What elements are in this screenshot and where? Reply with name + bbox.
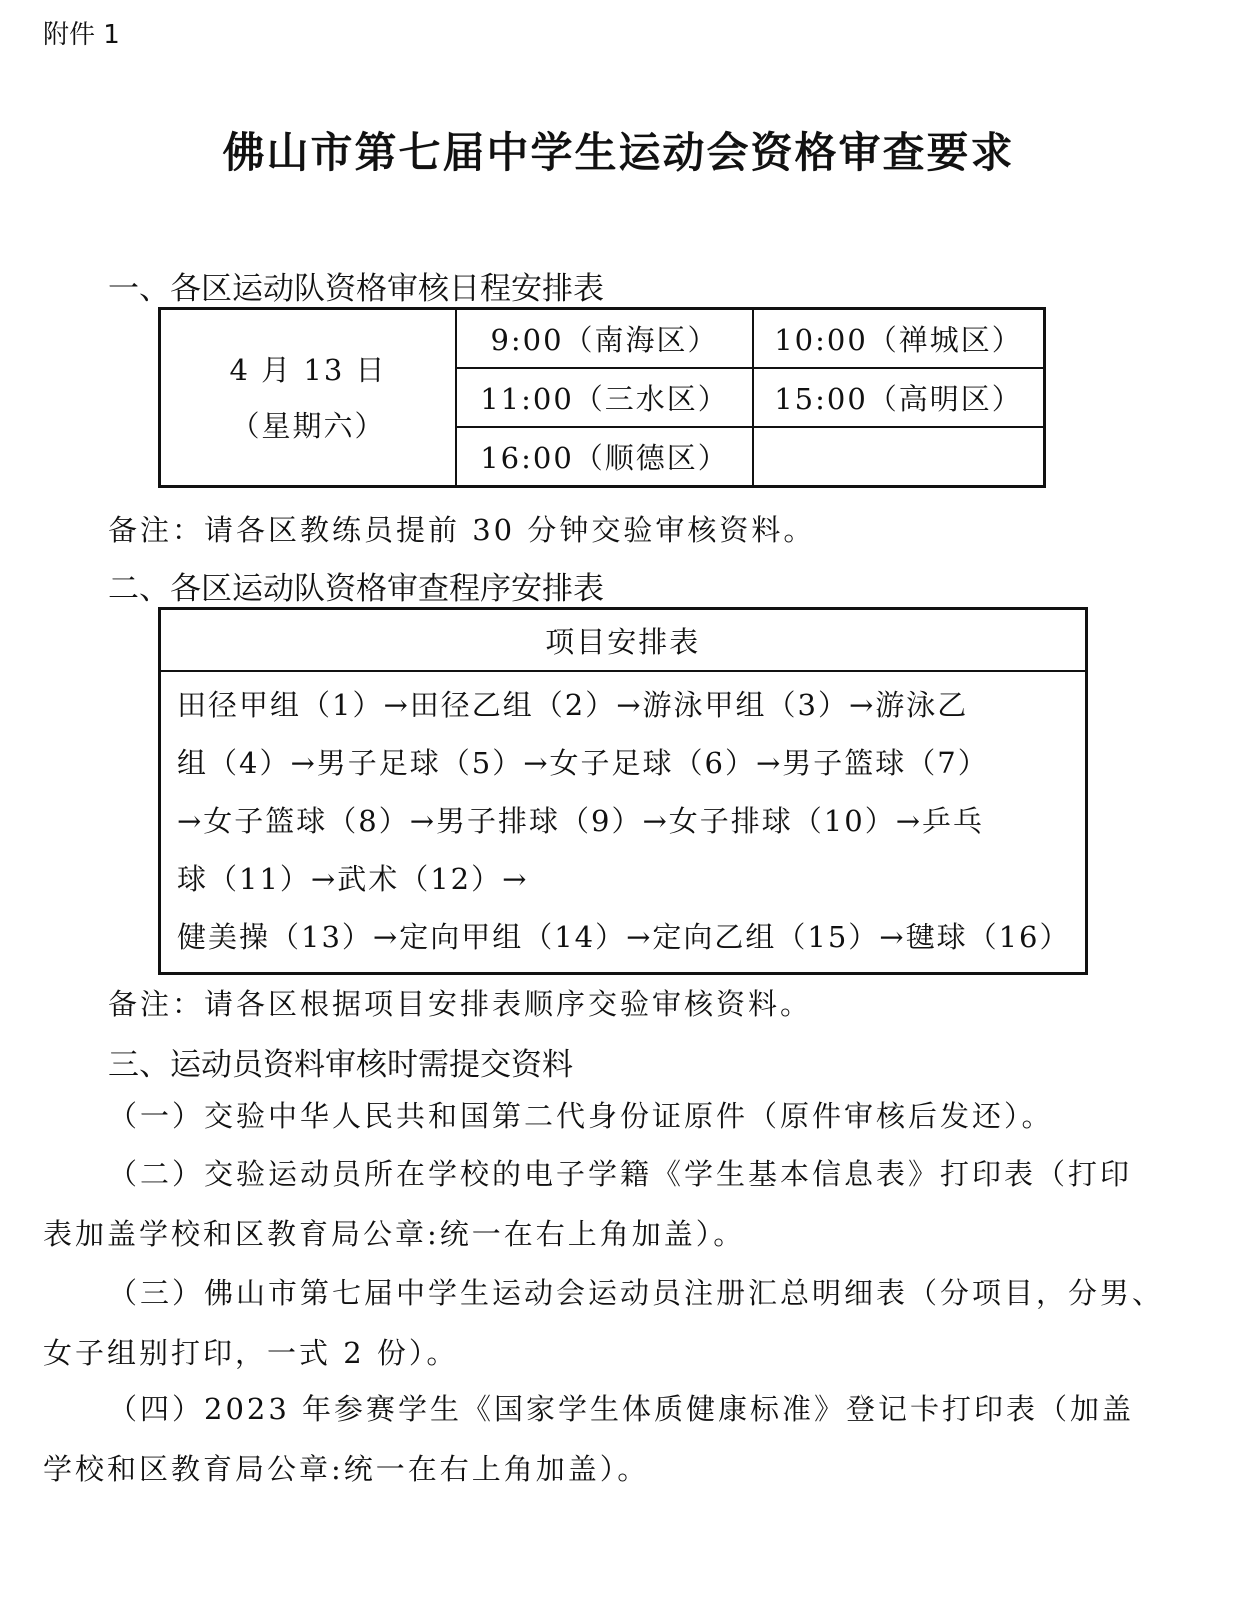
requirement-text-continued: 表加盖学校和区教育局公章:统一在右上角加盖）。 <box>43 1217 746 1251</box>
section1-note: 备注：请各区教练员提前 30 分钟交验审核资料。 <box>108 513 816 547</box>
procedure-table-header: 项目安排表 <box>160 609 1087 672</box>
requirement-item-4 <box>43 1379 1134 1499</box>
attachment-label: 附件 1 <box>43 20 120 50</box>
requirement-text-continued: 女子组别打印，一式 2 份）。 <box>43 1336 459 1370</box>
requirement-text: （一）交验中华人民共和国第二代身份证原件（原件审核后发还）。 <box>108 1099 1054 1133</box>
schedule-slot-empty <box>753 427 1045 487</box>
requirement-item-2 <box>43 1144 1132 1264</box>
schedule-date-cell <box>160 309 457 487</box>
requirement-item-1 <box>108 1086 1054 1146</box>
requirement-item-3 <box>43 1263 1164 1383</box>
procedure-line: 健美操（13）→定向甲组（14）→定向乙组（15）→毽球（16） <box>177 920 1071 954</box>
schedule-slot: 11:00（三水区） <box>456 368 753 427</box>
schedule-table <box>158 307 1046 488</box>
schedule-slot: 9:00（南海区） <box>456 309 753 369</box>
section1-heading: 一、各区运动队资格审核日程安排表 <box>108 271 604 307</box>
schedule-weekday: （星期六） <box>230 408 386 443</box>
section3-heading: 三、运动员资料审核时需提交资料 <box>108 1047 573 1083</box>
section2-note: 备注：请各区根据项目安排表顺序交验审核资料。 <box>108 987 813 1021</box>
section2-heading: 二、各区运动队资格审查程序安排表 <box>108 571 604 607</box>
document-title: 佛山市第七届中学生运动会资格审查要求 <box>222 128 1015 177</box>
requirement-text: （二）交验运动员所在学校的电子学籍《学生基本信息表》打印表（打印 <box>108 1157 1133 1191</box>
procedure-table <box>158 607 1088 975</box>
schedule-slot: 15:00（高明区） <box>753 368 1045 427</box>
requirement-text: （四）2023 年参赛学生《国家学生体质健康标准》登记卡打印表（加盖 <box>108 1392 1135 1426</box>
schedule-slot: 16:00（顺德区） <box>456 427 753 487</box>
procedure-line: 球（11）→武术（12）→ <box>177 862 529 896</box>
schedule-slot: 10:00（禅城区） <box>753 309 1045 369</box>
requirement-text: （三）佛山市第七届中学生运动会运动员注册汇总明细表（分项目，分男、 <box>108 1276 1165 1310</box>
procedure-sequence <box>160 671 1087 974</box>
procedure-line: 田径甲组（1）→田径乙组（2）→游泳甲组（3）→游泳乙 <box>177 688 969 722</box>
schedule-date: 4 月 13 日 <box>229 352 387 387</box>
procedure-line: 组（4）→男子足球（5）→女子足球（6）→男子篮球（7） <box>177 746 989 780</box>
procedure-line: →女子篮球（8）→男子排球（9）→女子排球（10）→乒乓 <box>177 804 984 838</box>
requirement-text-continued: 学校和区教育局公章:统一在右上角加盖）。 <box>43 1452 650 1486</box>
